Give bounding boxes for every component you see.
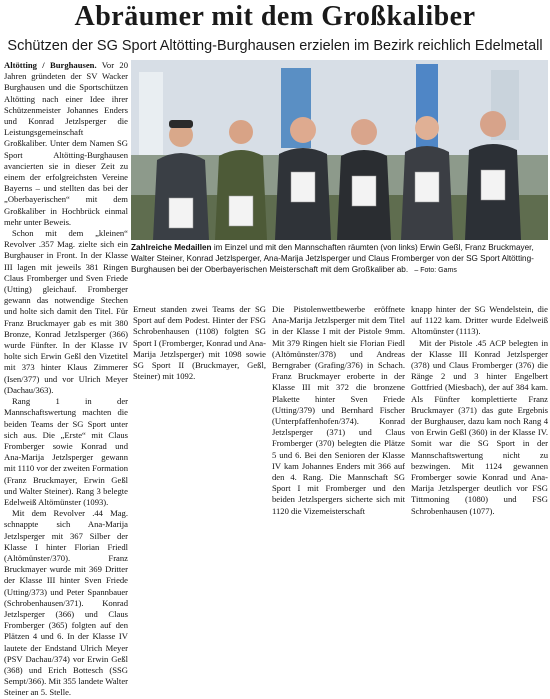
paragraph-6: Die Pistolenwettbewerbe eröffnete Ana-Marija Jetzlsperger mit dem Titel in der Klasse I mit der Pistole 9mm. Mit 379 Ringen hielt sie Florian Fiedl (Altömünster/378) und Andreas Berngraber (Grafing/376) in Schach. Franz Bruckmayer eroberte in der Klasse III mit 372 die bronzene Plakette hinter Sven Friede (Utting/379) und Bernhard Fischer (Unterpfaffenhofen/374). Konrad Jetzlsperger (371) und Claus Fromberger (370) belegten die Plätze 5 und 6. Bei den Senioren der Klasse IV kam Johannes Enders mit 366 auf den 4. Rang. Die Mannschaft SG Sport I mit Fromberger und den beiden Jetzlspergers sicherte sich mit 1120 die Vizemeisterschaft [272, 304, 405, 516]
intro-text: Vor 20 Jahren gründeten der SV Wacker Burghausen und die Sportschützen Altötting nach einer Idee ihrer Schützenmeister Johannes Enders und Konrad Jetzlsperger die Leistungsgemeinschaft Großkaliber. Unter dem Namen SG Sport Altötting-Burghausen avancierten sie in dieser Zeit zu einem der erfolgreichsten Vereine Bayerns – und stellten das bei der „Oberbayerischen“ mit dem Großkaliber in Hochbrück einmal mehr unter Beweis. [4, 60, 128, 227]
photo-credit: – Foto: Gams [414, 267, 457, 274]
paragraph-8: Mit der Pistole .45 ACP belegten in der Klasse III Konrad Jetzlsperger (378) und Claus Fromberger (376) die Ränge 2 und 3 hinter Engelbert Gottfried (Miesbach), der auf 384 kam. Als Fünfter komplettierte Franz Bruckmayer (371) das gute Ergebnis der Burghauser, dazu kam noch Rang 4 von Erwin Geßl (360) in der Klasse IV. Somit war die SG Sport in der Mannschaftswertung nicht zu bezwingen. Mit 1124 gewannen Fromberger sowie Konrad und Ana-Marija Jetzlsperger deutlich vor FSG Tittmoning (1080) und FSG Schrobenhausen (1077). [411, 337, 548, 516]
dateline: Altötting / Burghausen. [4, 60, 97, 70]
caption-text: im Einzel und mit den Mannschaften räumten (von links) Erwin Geßl, Franz Bruckmayer, Walter Steiner, Konrad Jetzlsperger, Ana-Marija Jetzlsperger und Claus Fromberger von der SG Sport Altötting-Burghausen bei der Oberbayerischen Meisterschaft mit dem Großkaliber ab. [131, 243, 534, 274]
headline: Abräumer mit dem Großkaliber [74, 1, 476, 32]
paragraph-7: knapp hinter der SG Wendelstein, die auf 1122 kam. Dritter wurde Edelweiß Altomünster (1113). [411, 304, 548, 337]
article-column-3 [272, 304, 405, 516]
photo-caption [131, 242, 548, 300]
intro-paragraph [4, 60, 128, 228]
subheadline: Schützen der SG Sport Altötting-Burghausen erzielen im Bezirk reichlich Edelmetall [7, 38, 543, 54]
caption-lead: Zahlreiche Medaillen [131, 243, 212, 252]
team-photo [131, 60, 548, 240]
paragraph-3: Rang 1 in der Mannschaftswertung machten die beiden Teams der SG Sport unter sich aus. Die „Erste“ mit Claus Fromberger sowie Konrad und Ana-Marija Jetzlsperger gewann mit 1110 vor der zweiten Formation (Franz Bruckmayer, Erwin Geßl und Walter Steiner). Rang 3 belegte Edelweiß Altömünster (1093). [4, 396, 128, 507]
paragraph-4: Mit dem Revolver .44 Mag. schnappte sich Ana-Marija Jetzlsperger mit 367 Silber der Klasse I hinter Florian Friedl (Altömünster/370). Franz Bruckmayer wurde mit 369 Dritter der Klasse III hinter Sven Friede (Utting/373) und Peter Spannbauer (Schrobenhausen/371). Konrad Jetzlsperger (366) und Claus Fromberger (365) folgten auf den Plätzen 4 und 6. In der Klasse IV lautete der Endstand Ulrich Meyer (PSV Dachau/374) vor Erwin Geßl (368) und Erich Bottesch (SSG Sempt/366). Mit 355 landete Walter Steiner an 5. Stelle. [4, 508, 128, 698]
article-column-left [4, 60, 128, 698]
article-column-2 [133, 304, 266, 494]
paragraph-2: Schon mit dem „kleinen“ Revolver .357 Mag. zielte sich ein Burghauser in Front. In der Klasse III lagen mit jeweils 381 Ringen Claus Fromberger und Sven Friede (Utting) gleichauf. Fromberger gewann das notwendige Stechen und holte sich damit den Titel. Für Franz Bruckmayer gab es mit 380 Bronze, Konrad Jetzlsperger (366) wurde Fünfter. In der Klasse IV holte sich Erwin Geßl den Vizetitel mit 373 hinter Klaus Zimmerer (Isen/377) und vor Ulrich Meyer (Dachau/363). [4, 228, 128, 395]
article-column-4 [411, 304, 548, 516]
paragraph-5: Erneut standen zwei Teams der SG Sport auf dem Podest. Hinter der FSG Schrobenhausen (1108) folgten SG Sport I (Fromberger, Konrad und Ana-Marija Jetzlsperger) mit 1098 sowie SG Sport II (Bruckmayer, Geßl, Steiner) mit 1092. [133, 304, 266, 382]
